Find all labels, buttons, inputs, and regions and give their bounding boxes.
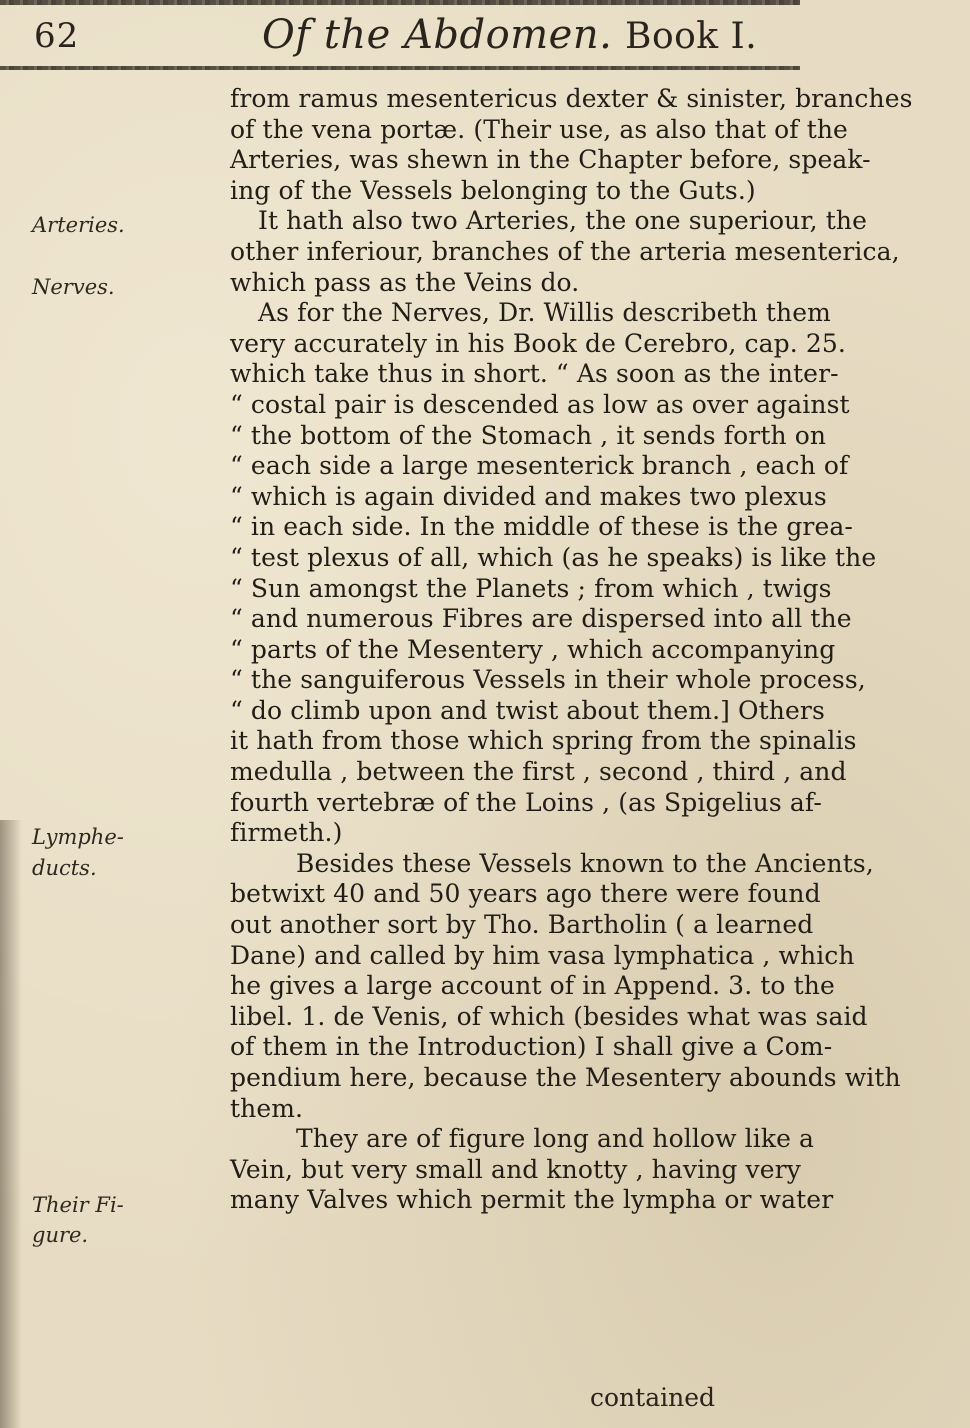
text-line: ing of the Vessels belonging to the Guts.)	[230, 175, 756, 205]
page-edge-shadow	[0, 820, 22, 1428]
text-line: it hath from those which spring from the spinalis	[230, 726, 857, 756]
margin-note-lymphe-ducts-2: ducts.	[32, 856, 97, 880]
text-line: It hath also two Arteries, the one superiour, the	[258, 206, 868, 236]
text-line: medulla , between the first , second , third , and	[230, 757, 847, 787]
text-line: other inferiour, branches of the arteria mesenterica,	[230, 236, 900, 266]
text-line: libel. 1. de Venis, of which (besides what was said	[230, 1001, 868, 1031]
text-line: As for the Nerves, Dr. Willis describeth them	[258, 298, 831, 328]
margin-note-lymphe-ducts-1: Lymphe-	[32, 825, 124, 850]
page-number: 62	[34, 16, 80, 56]
text-line: “ and numerous Fibres are dispersed into all the	[230, 604, 852, 634]
text-line: betwixt 40 and 50 years ago there were found	[230, 879, 821, 909]
text-line: firmeth.)	[230, 818, 343, 848]
text-line: them.	[230, 1093, 304, 1123]
text-line: pendium here, because the Mesentery abounds with	[230, 1063, 901, 1092]
margin-note-their-figure-1: Their Fi-	[32, 1192, 124, 1217]
text-line: “ each side a large mesenterick branch , each of	[230, 451, 849, 481]
page-header	[0, 10, 800, 66]
text-line: very accurately in his Book de Cerebro, cap. 25.	[230, 328, 846, 358]
text-line: They are of figure long and hollow like a	[296, 1124, 815, 1154]
text-line: he gives a large account of in Append. 3. to the	[230, 971, 835, 1001]
text-line: “ which is again divided and makes two plexus	[230, 481, 827, 511]
text-line: which pass as the Veins do.	[230, 267, 580, 297]
text-line: Besides these Vessels known to the Ancients,	[296, 848, 874, 878]
body-text	[230, 84, 970, 1216]
text-line: Dane) and called by him vasa lymphatica , which	[230, 940, 855, 970]
text-line: of the vena portæ. (Their use, as also that of the	[230, 114, 848, 144]
margin-note-their-figure-2: gure.	[32, 1223, 89, 1248]
text-line: Vein, but very small and knotty , having very	[230, 1154, 801, 1184]
text-line: many Valves which permit the lympha or water	[230, 1185, 834, 1215]
text-line: from ramus mesentericus dexter & sinister, branches	[230, 84, 913, 113]
text-line: out another sort by Tho. Bartholin ( a learned	[230, 910, 814, 940]
text-line: which take thus in short. “ As soon as the inter-	[230, 359, 839, 389]
text-line: “ test plexus of all, which (as he speaks) is like the	[230, 542, 877, 572]
margin-note-arteries: Arteries.	[32, 213, 125, 238]
text-line: “ costal pair is descended as low as over against	[230, 389, 850, 419]
running-title: Of the Abdomen.	[262, 12, 613, 58]
text-line: fourth vertebræ of the Loins , (as Spigelius af-	[230, 787, 822, 817]
margin-note-nerves: Nerves.	[32, 274, 115, 299]
text-line: “ parts of the Mesentery , which accompanying	[230, 634, 836, 664]
text-line: “ the bottom of the Stomach , it sends forth on	[230, 420, 827, 450]
text-line: Arteries, was shewn in the Chapter before, speak-	[230, 145, 871, 175]
top-border-rule	[0, 0, 800, 5]
text-line: of them in the Introduction) I shall give a Com-	[230, 1032, 833, 1062]
book-label: Book I.	[625, 16, 758, 57]
text-line: “ in each side. In the middle of these is the grea-	[230, 512, 853, 542]
header-rule	[0, 66, 800, 70]
text-line: “ do climb upon and twist about them.] Others	[230, 695, 825, 725]
text-line: “ Sun amongst the Planets ; from which , twigs	[230, 573, 832, 603]
text-line: “ the sanguiferous Vessels in their whole process,	[230, 665, 866, 695]
catchword: contained	[590, 1383, 715, 1412]
